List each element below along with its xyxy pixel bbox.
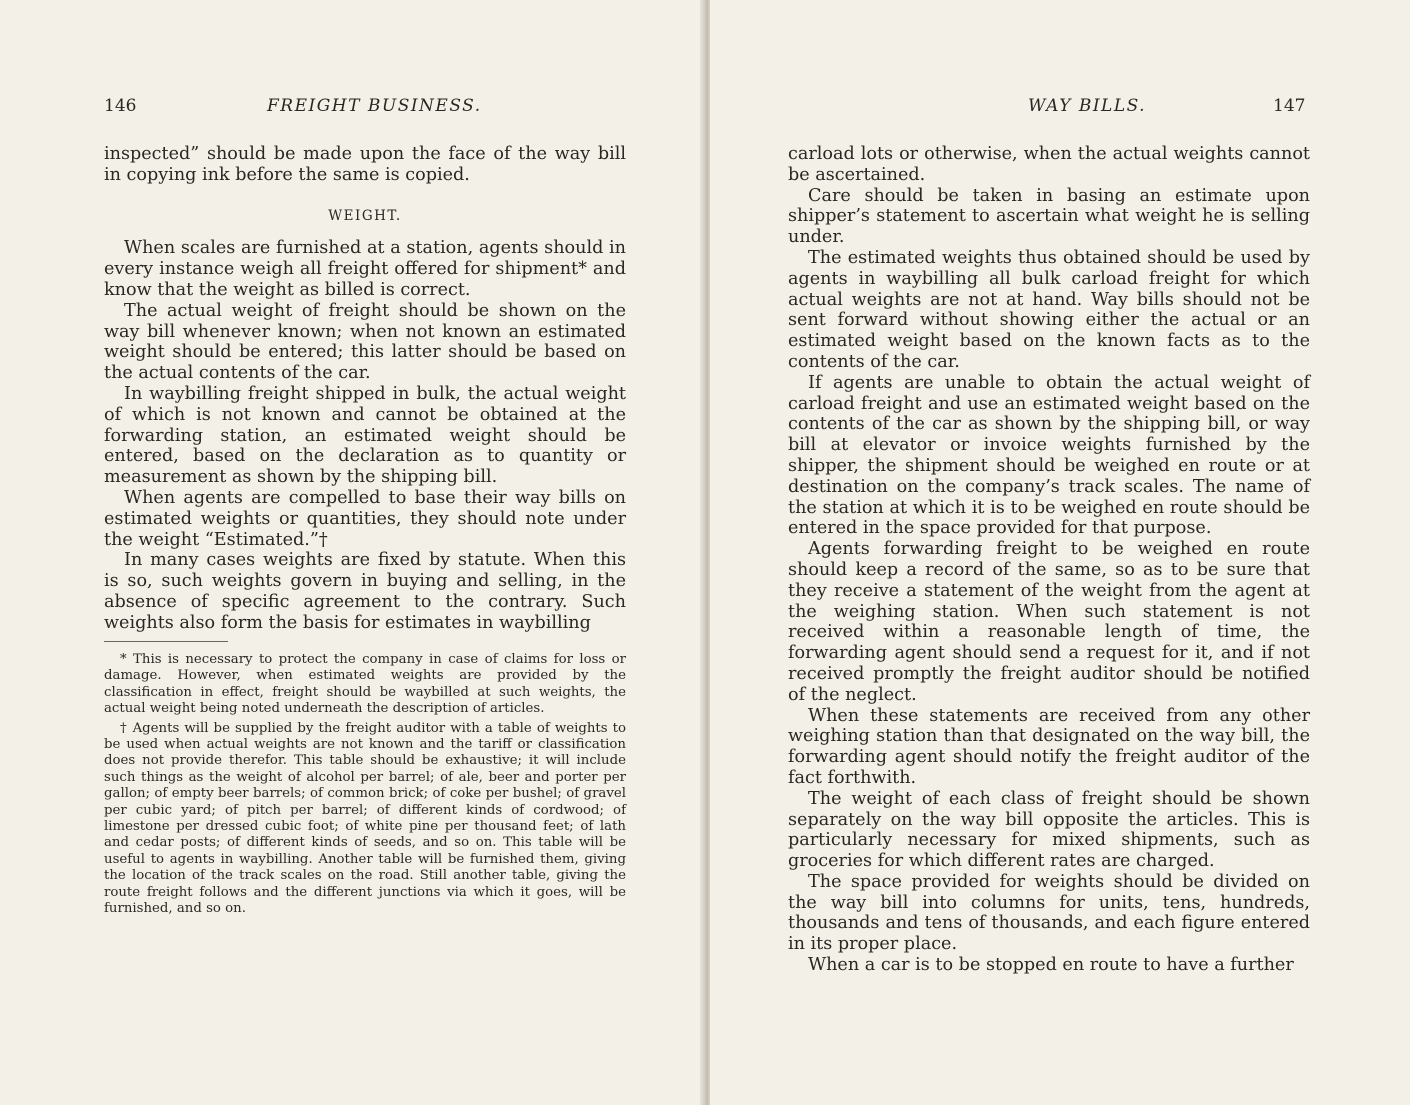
right-page bbox=[710, 0, 1410, 1105]
left-page-body bbox=[104, 144, 626, 634]
left-running-head: FREIGHT BUSINESS. bbox=[267, 96, 482, 116]
paragraph: When scales are furnished at a station, agents should in every instance weigh all freight offered for shipment* and know that the weight as billed is correct. bbox=[104, 238, 626, 300]
right-page-header bbox=[710, 96, 1410, 122]
footnote-dagger: † Agents will be supplied by the freight auditor with a table of weights to be used when actual weights are not known and the tariff or classification does not provide therefor. This table should be exhaustive; it will include such things as the weight of alcohol per barrel; of ale, beer and porter per gallon; of empty beer barrels; of common brick; of coke per bushel; of gravel per cubic yard; of pitch per barrel; of different kinds of cordwood; of limestone per dressed cubic foot; of white pine per thousand feet; of lath and cedar posts; of different kinds of seeds, and so on. This table will be useful to agents in waybilling. Another table will be furnished them, giving the location of the track scales on the road. Still another table, giving the route freight follows and the different junctions via which it goes, will be furnished, and so on. bbox=[104, 720, 626, 917]
continued-paragraph: inspected” should be made upon the face of the way bill in copying ink before the same is copied. bbox=[104, 144, 626, 185]
paragraph: Care should be taken in basing an estimate upon shipper’s statement to ascertain what weight he is selling under. bbox=[788, 185, 1310, 248]
left-page-header bbox=[0, 96, 704, 122]
paragraph: In waybilling freight shipped in bulk, the actual weight of which is not known and cannot be obtained at the forwarding station, an estimated weight should be entered, based on the declaration as to quantity or measurement as shown by the shipping bill. bbox=[104, 383, 626, 488]
right-page-number: 147 bbox=[1273, 96, 1306, 116]
paragraph: The space provided for weights should be divided on the way bill into columns for units, tens, hundreds, thousands and tens of thousands, and each figure entered in its proper place. bbox=[788, 871, 1310, 955]
paragraph: When agents are compelled to base their way bills on estimated weights or quantities, they should note under the weight “Estimated.”† bbox=[104, 487, 626, 550]
right-page-body bbox=[788, 144, 1310, 976]
footnote-divider bbox=[104, 641, 228, 642]
paragraph: The weight of each class of freight should be shown separately on the way bill opposite the articles. This is particularly necessary for mixed shipments, such as groceries for which different rates are charged. bbox=[788, 788, 1310, 872]
paragraph: Agents forwarding freight to be weighed en route should keep a record of the same, so as to be sure that they receive a statement of the weight from the agent at the weighing station. When such statement is not received within a reasonable length of time, the forwarding agent should send a request for it, and if not received promptly the freight auditor should be notified of the neglect. bbox=[788, 539, 1310, 705]
footnotes bbox=[104, 652, 626, 921]
left-page-number: 146 bbox=[104, 96, 137, 116]
left-page bbox=[0, 0, 704, 1105]
continued-paragraph: carload lots or otherwise, when the actual weights cannot be ascertained. bbox=[788, 144, 1310, 185]
paragraph: When a car is to be stopped en route to have a further bbox=[808, 955, 1294, 976]
right-running-head: WAY BILLS. bbox=[1028, 96, 1147, 116]
paragraph: The estimated weights thus obtained should be used by agents in waybilling all bulk carload freight for which actual weights are not at hand. Way bills should not be sent forward without showing either the actual or an estimated weight based on the known facts as to the contents of the car. bbox=[788, 247, 1310, 372]
paragraph: If agents are unable to obtain the actual weight of carload freight and use an estimated weight based on the contents of the car as shown by the shipping bill, or way bill at elevator or invoice weights furnished by the shipper, the shipment should be weighed en route or at destination on the company’s track scales. The name of the station at which it is to be weighed en route should be entered in the space provided for that purpose. bbox=[788, 372, 1310, 539]
paragraph: When these statements are received from any other weighing station than that designated on the way bill, the forwarding agent should notify the freight auditor of the fact forthwith. bbox=[788, 705, 1310, 788]
section-heading-weight: WEIGHT. bbox=[328, 207, 402, 224]
paragraph: In many cases weights are fixed by statute. When this is so, such weights govern in buying and selling, in the absence of specific agreement to the contrary. Such weights also form the basis for estimates in waybilling bbox=[104, 550, 626, 633]
paragraph: The actual weight of freight should be shown on the way bill whenever known; when not known an estimated weight should be entered; this latter should be based on the actual contents of the car. bbox=[104, 300, 626, 384]
footnote-asterisk: * This is necessary to protect the company in case of claims for loss or damage. However, when estimated weights are provided by the classification in effect, freight should be waybilled at such weights, the actual weight being noted underneath the description of articles. bbox=[104, 652, 626, 717]
